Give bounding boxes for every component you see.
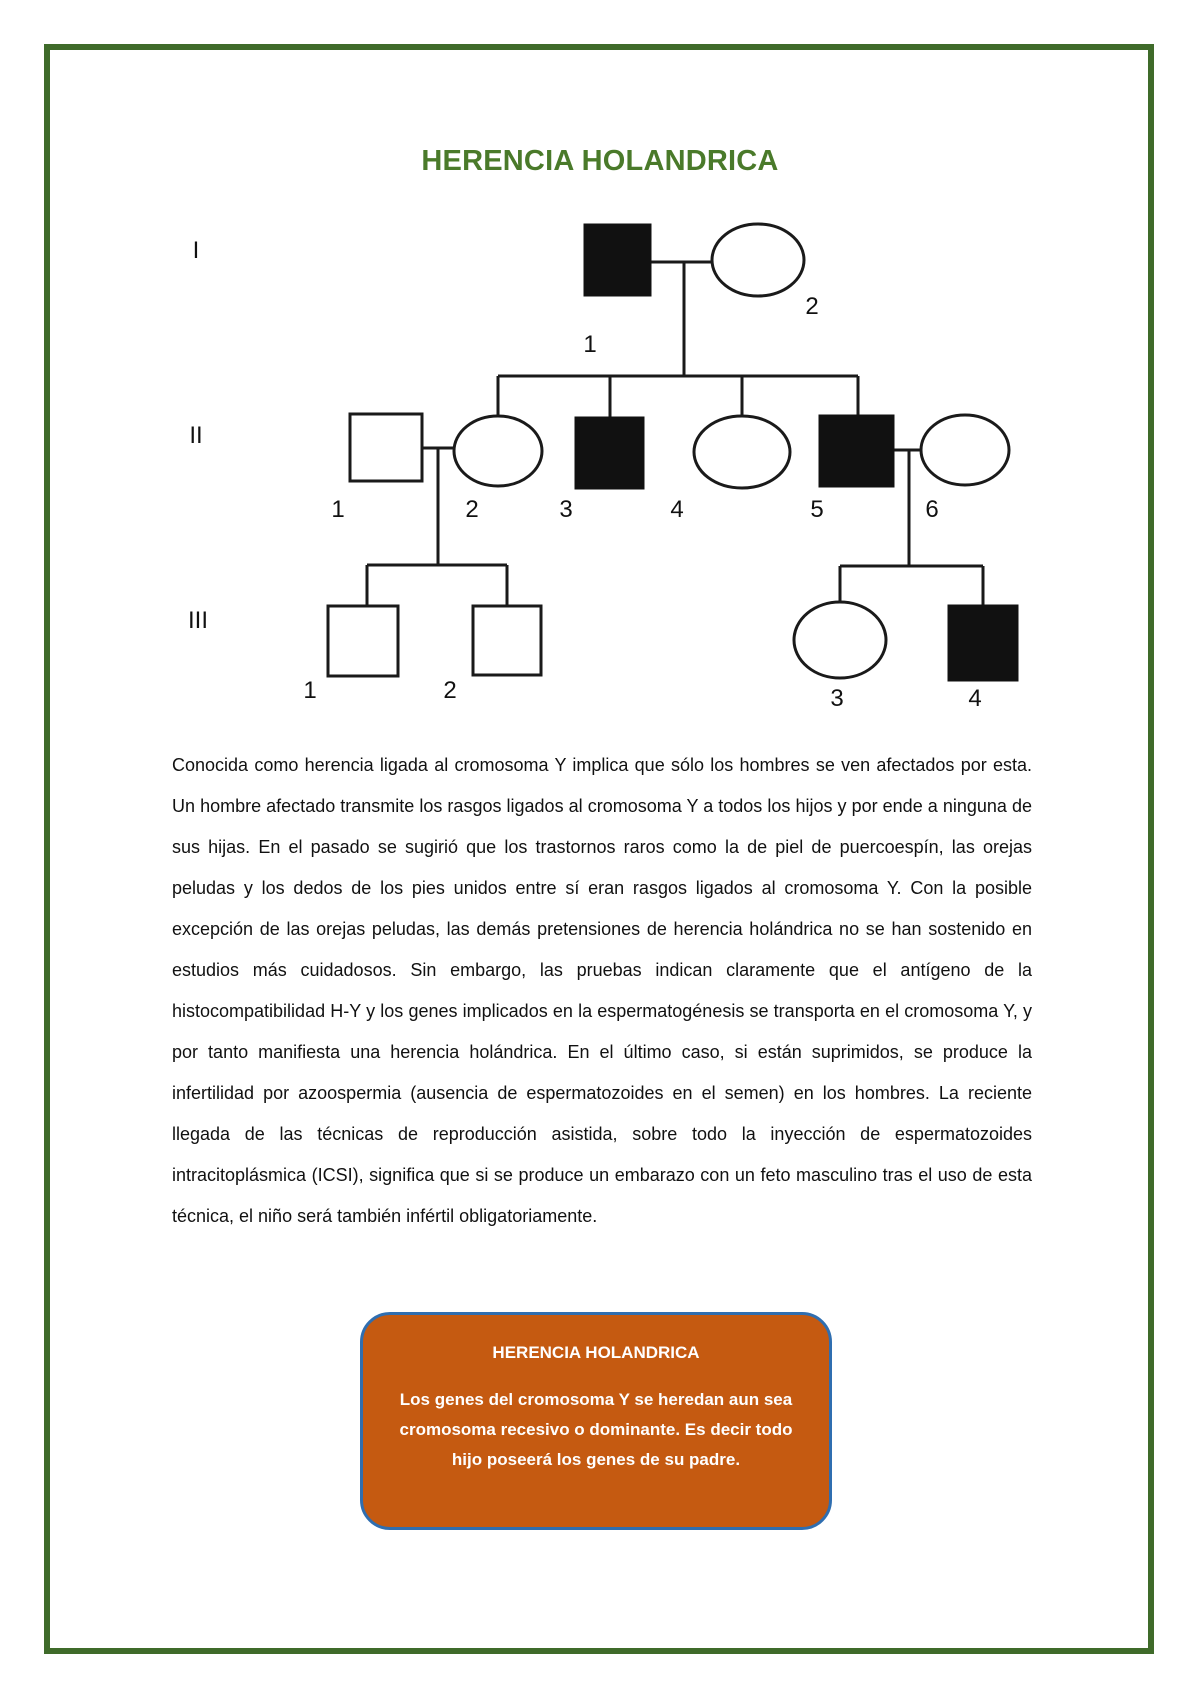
individual-number: 3 bbox=[559, 496, 573, 523]
body-paragraph: Conocida como herencia ligada al cromosoma Y implica que sólo los hombres se ven afectados por esta. Un hombre afectado transmite los rasgos ligados al cromosoma Y a todos los hijos y por ende a ninguna de sus hijas. En el pasado se sugirió que los trastornos raros como la de piel de puercoespín, las orejas peludas y los dedos de los pies unidos entre sí eran rasgos ligados al cromosoma Y. Con la posible excepción de las orejas peludas, las demás pretensiones de herencia holándrica no se han sostenido en estudios más cuidadosos. Sin embargo, las pruebas indican claramente que el antígeno de la histocompatibilidad H-Y y los genes implicados en la espermatogénesis se transporta en el cromosoma Y, y por tanto manifiesta una herencia holándrica. En el último caso, si están suprimidos, se produce la infertilidad por azoospermia (ausencia de espermatozoides en el semen) en los hombres. La reciente llegada de las técnicas de reproducción asistida, sobre todo la inyección de espermatozoides intracitoplásmica (ICSI), significa que si se produce un embarazo con un feto masculino tras el uso de esta técnica, el niño será también infértil obligatoriamente. bbox=[172, 755, 1032, 1226]
individual-number: 5 bbox=[810, 496, 824, 523]
individual-II-2-female bbox=[454, 416, 542, 486]
individual-number: 2 bbox=[443, 677, 457, 704]
page-title: HERENCIA HOLANDRICA bbox=[421, 145, 779, 177]
individual-number: 6 bbox=[925, 496, 939, 523]
individual-I-2-female bbox=[712, 224, 804, 296]
individual-number: 1 bbox=[331, 496, 345, 523]
individual-number: 2 bbox=[805, 293, 819, 320]
callout-text: Los genes del cromosoma Y se heredan aun sea cromosoma recesivo o dominante. Es decir todo hijo poseerá los genes de su padre. bbox=[399, 1390, 793, 1469]
individual-number: 1 bbox=[303, 677, 317, 704]
individual-II-4-female bbox=[694, 416, 790, 488]
individual-II-3-affected-male bbox=[576, 418, 643, 488]
generation-label-II: II bbox=[189, 422, 203, 449]
individual-II-1-male bbox=[350, 414, 422, 481]
individual-III-2-male bbox=[473, 606, 541, 675]
individual-II-5-affected-male bbox=[820, 416, 893, 486]
individual-III-3-female bbox=[794, 602, 886, 678]
info-callout bbox=[360, 1312, 832, 1530]
generation-label-I: I bbox=[192, 237, 200, 264]
individual-III-4-affected-male bbox=[949, 606, 1017, 680]
individual-number: 4 bbox=[670, 496, 684, 523]
generation-label-III: III bbox=[187, 607, 209, 634]
pedigree-chart bbox=[0, 0, 1200, 760]
individual-III-1-male bbox=[328, 606, 398, 676]
individual-I-1-affected-male bbox=[585, 225, 650, 295]
individual-number: 2 bbox=[465, 496, 479, 523]
individual-number: 4 bbox=[968, 685, 982, 712]
individual-number: 1 bbox=[583, 331, 597, 358]
individual-II-6-female bbox=[921, 415, 1009, 485]
individual-number: 3 bbox=[830, 685, 844, 712]
callout-title: HERENCIA HOLANDRICA bbox=[492, 1343, 700, 1362]
